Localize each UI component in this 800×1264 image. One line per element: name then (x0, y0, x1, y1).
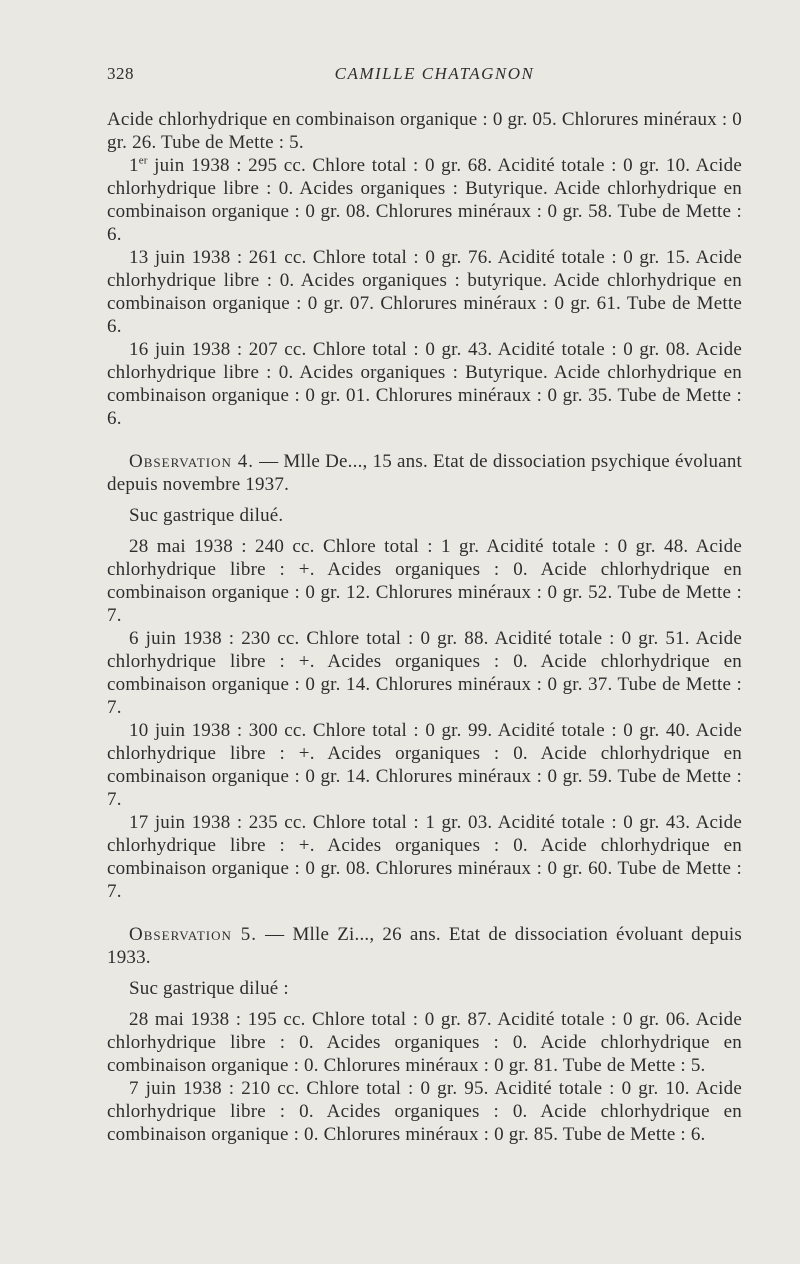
paragraph-gap (107, 430, 742, 450)
page-number: 328 (107, 64, 134, 83)
body-text (107, 108, 742, 1146)
paragraph-gap (107, 1000, 742, 1008)
observation-label: Observation 5. (129, 924, 258, 945)
observation-heading: Observation 4. — Mlle De..., 15 ans. Etat de dissociation psychique évoluant depuis novembre 1937. (107, 451, 743, 495)
observation-label: Observation 4. (129, 451, 255, 472)
entry-paragraph: 13 juin 1938 : 261 cc. Chlore total : 0 gr. 76. Acidité totale : 0 gr. 15. Acide chlorhydrique libre : 0. Acides organiques : butyrique. Acide chlorhydrique en combinaison organique : 0 gr. 07. Chlorures minéraux : 0 gr. 61. Tube de Mette 6. (107, 247, 742, 337)
paragraph-gap (107, 903, 742, 923)
ordinal-superscript: er (138, 154, 148, 167)
entry-paragraph: 17 juin 1938 : 235 cc. Chlore total : 1 gr. 03. Acidité totale : 0 gr. 43. Acide chlorhydrique libre : +. Acides organiques : 0. Acide chlorhydrique en combinaison organique : 0 gr. 08. Chlorures minéraux : 0 gr. 60. Tube de Mette : 7. (107, 812, 742, 902)
entry-paragraph: 10 juin 1938 : 300 cc. Chlore total : 0 gr. 99. Acidité totale : 0 gr. 40. Acide chlorhydrique libre : +. Acides organiques : 0. Acide chlorhydrique en combinaison organique : 0 gr. 14. Chlorures minéraux : 0 gr. 59. Tube de Mette : 7. (107, 720, 742, 810)
paragraph-gap (107, 496, 742, 504)
paragraph-gap (107, 527, 742, 535)
entry-paragraph: 6 juin 1938 : 230 cc. Chlore total : 0 gr. 88. Acidité totale : 0 gr. 51. Acide chlorhydrique libre : +. Acides organiques : 0. Acide chlorhydrique en combinaison organique : 0 gr. 14. Chlorures minéraux : 0 gr. 37. Tube de Mette : 7. (107, 628, 742, 718)
entry-paragraph: 16 juin 1938 : 207 cc. Chlore total : 0 gr. 43. Acidité totale : 0 gr. 08. Acide chlorhydrique libre : 0. Acides organiques : Butyrique. Acide chlorhydrique en combinaison organique : 0 gr. 01. Chlorures minéraux : 0 gr. 35. Tube de Mette : 6. (107, 339, 742, 429)
entry-paragraph: 7 juin 1938 : 210 cc. Chlore total : 0 gr. 95. Acidité totale : 0 gr. 10. Acide chlorhydrique libre : 0. Acides organiques : 0. Acide chlorhydrique en combinaison organique : 0. Chlorures minéraux : 0 gr. 85. Tube de Mette : 6. (107, 1078, 742, 1145)
entry-paragraph: 1er juin 1938 : 295 cc. Chlore total : 0 gr. 68. Acidité totale : 0 gr. 10. Acide chlorhydrique libre : 0. Acides organiques : Butyrique. Acide chlorhydrique en combinaison organique : 0 gr. 08. Chlorures minéraux : 0 gr. 58. Tube de Mette : 6. (107, 154, 742, 245)
entry-paragraph: Suc gastrique dilué : (129, 978, 289, 999)
page-header (107, 64, 742, 90)
observation-heading: Observation 5. — Mlle Zi..., 26 ans. Etat de dissociation évoluant depuis 1933. (107, 924, 742, 968)
entry-paragraph: 28 mai 1938 : 195 cc. Chlore total : 0 gr. 87. Acidité totale : 0 gr. 06. Acide chlorhydrique libre : 0. Acides organiques : 0. Acide chlorhydrique en combinaison organique : 0. Chlorures minéraux : 0 gr. 81. Tube de Mette : 5. (107, 1009, 742, 1076)
running-title: CAMILLE CHATAGNON (334, 64, 535, 83)
entry-paragraph: Suc gastrique dilué. (129, 505, 284, 526)
continued-paragraph: Acide chlorhydrique en combinaison organique : 0 gr. 05. Chlorures minéraux : 0 gr. 26. Tube de Mette : 5. (107, 109, 742, 153)
entry-paragraph: 28 mai 1938 : 240 cc. Chlore total : 1 gr. Acidité totale : 0 gr. 48. Acide chlorhydrique libre : +. Acides organiques : 0. Acide chlorhydrique en combinaison organique : 0 gr. 12. Chlorures minéraux : 0 gr. 52. Tube de Mette : 7. (107, 536, 742, 626)
paragraph-gap (107, 969, 742, 977)
